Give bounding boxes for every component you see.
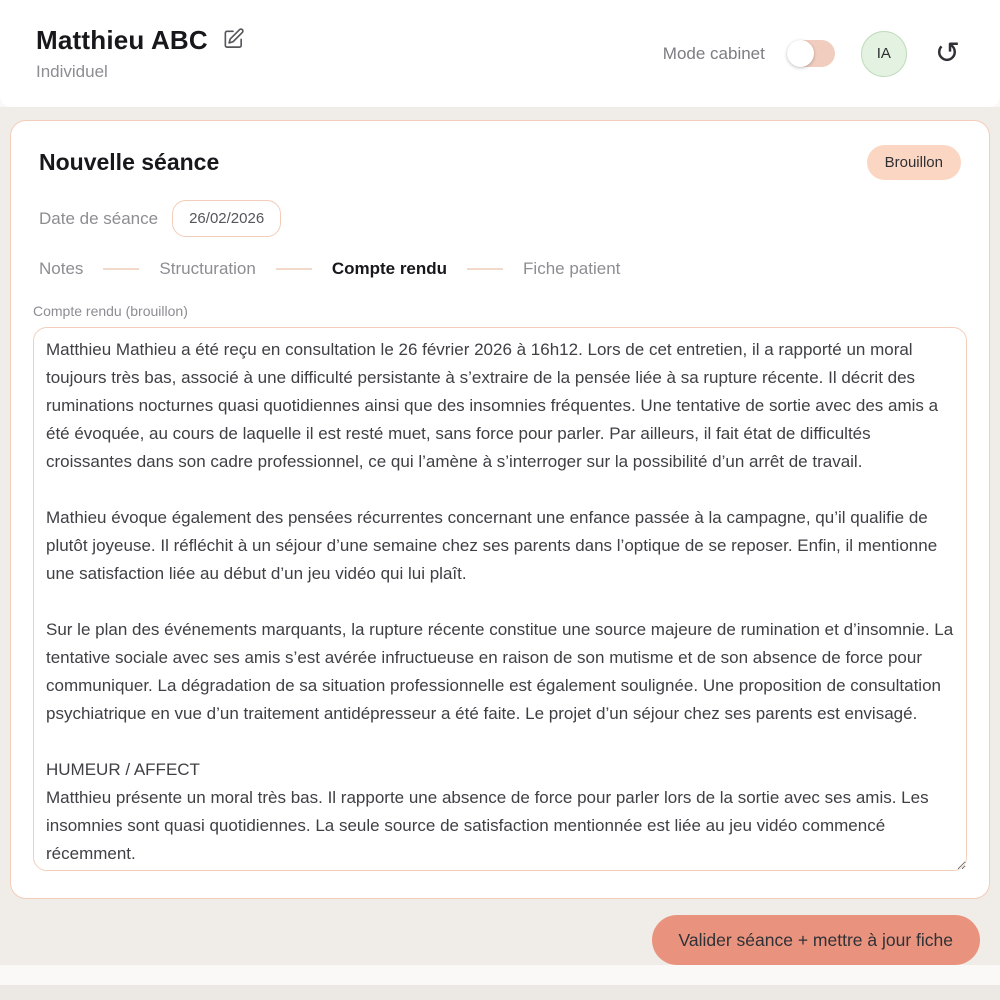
tab-notes[interactable]: Notes bbox=[39, 259, 84, 278]
session-card bbox=[10, 120, 990, 899]
app-header bbox=[0, 0, 1000, 107]
mode-cabinet-toggle[interactable] bbox=[787, 40, 835, 67]
tab-structuration[interactable]: Structuration bbox=[159, 259, 256, 278]
workflow-tabs bbox=[39, 259, 967, 279]
ia-avatar-label: IA bbox=[876, 45, 891, 62]
edit-patient-name-icon[interactable] bbox=[222, 27, 245, 50]
patient-block bbox=[36, 25, 245, 82]
session-title: Nouvelle séance bbox=[39, 149, 220, 175]
date-label: Date de séance bbox=[39, 208, 159, 228]
tab-fiche-patient[interactable]: Fiche patient bbox=[523, 259, 621, 278]
tab-divider bbox=[467, 268, 503, 270]
bottom-strip bbox=[0, 985, 1000, 1000]
tab-divider bbox=[103, 268, 139, 270]
footer-actions bbox=[10, 899, 990, 965]
session-date-input[interactable]: 26/02/2026 bbox=[172, 200, 281, 237]
main-section bbox=[0, 107, 1000, 965]
header-controls bbox=[663, 31, 960, 77]
session-type-label: Individuel bbox=[36, 62, 108, 81]
toggle-knob bbox=[787, 40, 814, 67]
ia-avatar-badge[interactable] bbox=[861, 31, 907, 77]
patient-name: Matthieu ABC bbox=[36, 25, 208, 55]
tab-compte-rendu[interactable]: Compte rendu bbox=[331, 259, 448, 278]
reset-undo-icon[interactable]: ↺ bbox=[934, 35, 960, 71]
status-badge: Brouillon bbox=[867, 145, 961, 180]
mode-cabinet-label: Mode cabinet bbox=[662, 43, 765, 63]
validate-session-button[interactable]: Valider séance + mettre à jour fiche bbox=[652, 915, 980, 965]
report-textarea[interactable] bbox=[33, 327, 967, 871]
tab-divider bbox=[276, 268, 312, 270]
report-field-label: Compte rendu (brouillon) bbox=[33, 303, 188, 319]
